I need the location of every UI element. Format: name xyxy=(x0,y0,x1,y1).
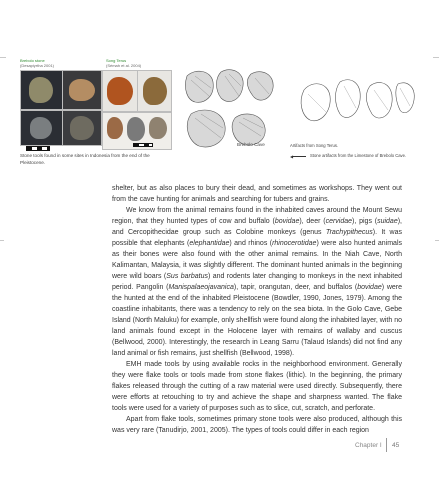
right-figure xyxy=(290,72,422,182)
stone-photo xyxy=(20,110,63,146)
song-terus-caption: Artifacts from Song Terus. xyxy=(290,143,339,148)
crop-mark xyxy=(435,240,439,241)
paragraph: Apart from flake tools, sometimes primary stone tools were also produced, although this was very rare (Tanudirjo, 2001, 2005). The types of tools could differ in each region xyxy=(112,416,402,434)
scale-bar xyxy=(26,146,50,151)
paragraph: shelter, but as also places to bury their dead, and sometimes as workshops. They went out from the cave hunting for animals and searching for tubers and grains. xyxy=(112,185,402,203)
text-run: ) and rhinos ( xyxy=(229,240,273,247)
italic-term: rhinocerotidae xyxy=(272,240,317,247)
text-run: We know from the animal remains found in the inhabited caves around the Mount Sewu region, that they hunted types of cow and buffalo ( xyxy=(112,207,402,225)
italic-term: Trachypithecus xyxy=(325,229,373,236)
limestone-caption: Stone artifacts from the Limestone of Brebolo Cave. xyxy=(310,153,407,158)
figure-label-detail: (Desapiyrtha 2001) xyxy=(20,63,55,68)
arrow-left-icon: ◀ xyxy=(290,154,294,159)
italic-term: Sus barbatus xyxy=(166,273,208,280)
left-figure-caption: Stone tools found in some sites in Indonesia from the end of the Pleistocene. xyxy=(20,153,150,165)
crop-mark xyxy=(0,240,4,241)
italic-term: suidae xyxy=(377,218,398,225)
chapter-label: Chapter I xyxy=(355,442,382,449)
stone-photo xyxy=(137,70,172,112)
crop-mark xyxy=(0,57,6,58)
italic-term: bovidae xyxy=(274,218,300,225)
middle-figure xyxy=(181,66,293,172)
text-run: ) and rodents later changing to monkeys in the next inhabited period. Pangolin ( xyxy=(112,273,402,291)
footer-divider xyxy=(386,438,387,452)
paragraph-animals xyxy=(112,205,402,359)
page-number: 45 xyxy=(392,442,400,449)
italic-term: Manispalaeojavanica xyxy=(168,284,234,291)
text-run: ) were the hunted at the end of the inhabited Pleistocene (Bowdler, 1990, Jones, 1979). Among the coastline inhabitants, there was a tendency to rely on the sea biota. In the Golo Cave, Gebe Island (North Maluku) for example, only shellfish were found along the inhabited layer, with no land animals found except in the Holocene layer with remains of wallaby and cuscus (Bellwood, 2000). Interestingly, the research in Leang Sarru (Talaud Islands) did not find any land animal or fish remains, just shellfish (Bellwood, 1998). xyxy=(112,284,402,357)
stone-photo xyxy=(20,70,63,110)
stone-photo xyxy=(102,70,138,112)
figure-label-song-terus xyxy=(106,58,170,68)
italic-term: elephantidae xyxy=(189,240,230,247)
figure-label-text: Brebolo stone xyxy=(20,58,45,63)
italic-term: bovidae xyxy=(357,284,382,291)
text-run: ), pigs ( xyxy=(352,218,378,225)
stone-photo xyxy=(62,70,102,110)
text-run: ). It was possible that elephants ( xyxy=(112,229,403,247)
caption-arrow-line xyxy=(292,156,306,157)
lithic-drawings xyxy=(181,66,293,172)
crop-mark xyxy=(433,57,439,58)
stone-photo xyxy=(102,112,172,150)
artifact-drawings xyxy=(298,72,422,144)
italic-term: cervidae xyxy=(325,218,353,225)
body-text xyxy=(112,183,402,436)
text-run: ), and Cercopithecidae group such as Colobine monkeys (genus xyxy=(112,218,402,236)
figure-label-brebolo xyxy=(20,58,92,68)
text-run: ), deer ( xyxy=(299,218,326,225)
paragraph: EMH made tools by using available rocks in the neighborhood environment. Generally they were flake tools or tools made from stone flakes (lithic). In the beginning, the primary flakes released through the cutting of a raw material were used directly. Subsequently, there were efforts at retouching to try and achieve the shape and sharpness wanted. The flake tools were used for a variety of purposes such as to slice, cut, scratch, and perforate. xyxy=(112,361,402,412)
stone-photo xyxy=(62,110,102,146)
text-run: ), tapir, orangutan, deer, and buffalos ( xyxy=(233,284,358,291)
figure-label-text: Song Terus xyxy=(106,58,127,63)
brebolo-cave-label: Brebolo Cave xyxy=(237,142,265,147)
figure-label-detail: (Sémah et al. 2004) xyxy=(106,63,142,68)
left-figure xyxy=(18,58,172,168)
text-run: ) were also hunted animals as their bones were also found with the other animal remains. In the Niah Cave, North Kalimantan, Malaysia, it was slightly different. The dominant hunted animals in the beginning were wild boars ( xyxy=(112,240,403,280)
